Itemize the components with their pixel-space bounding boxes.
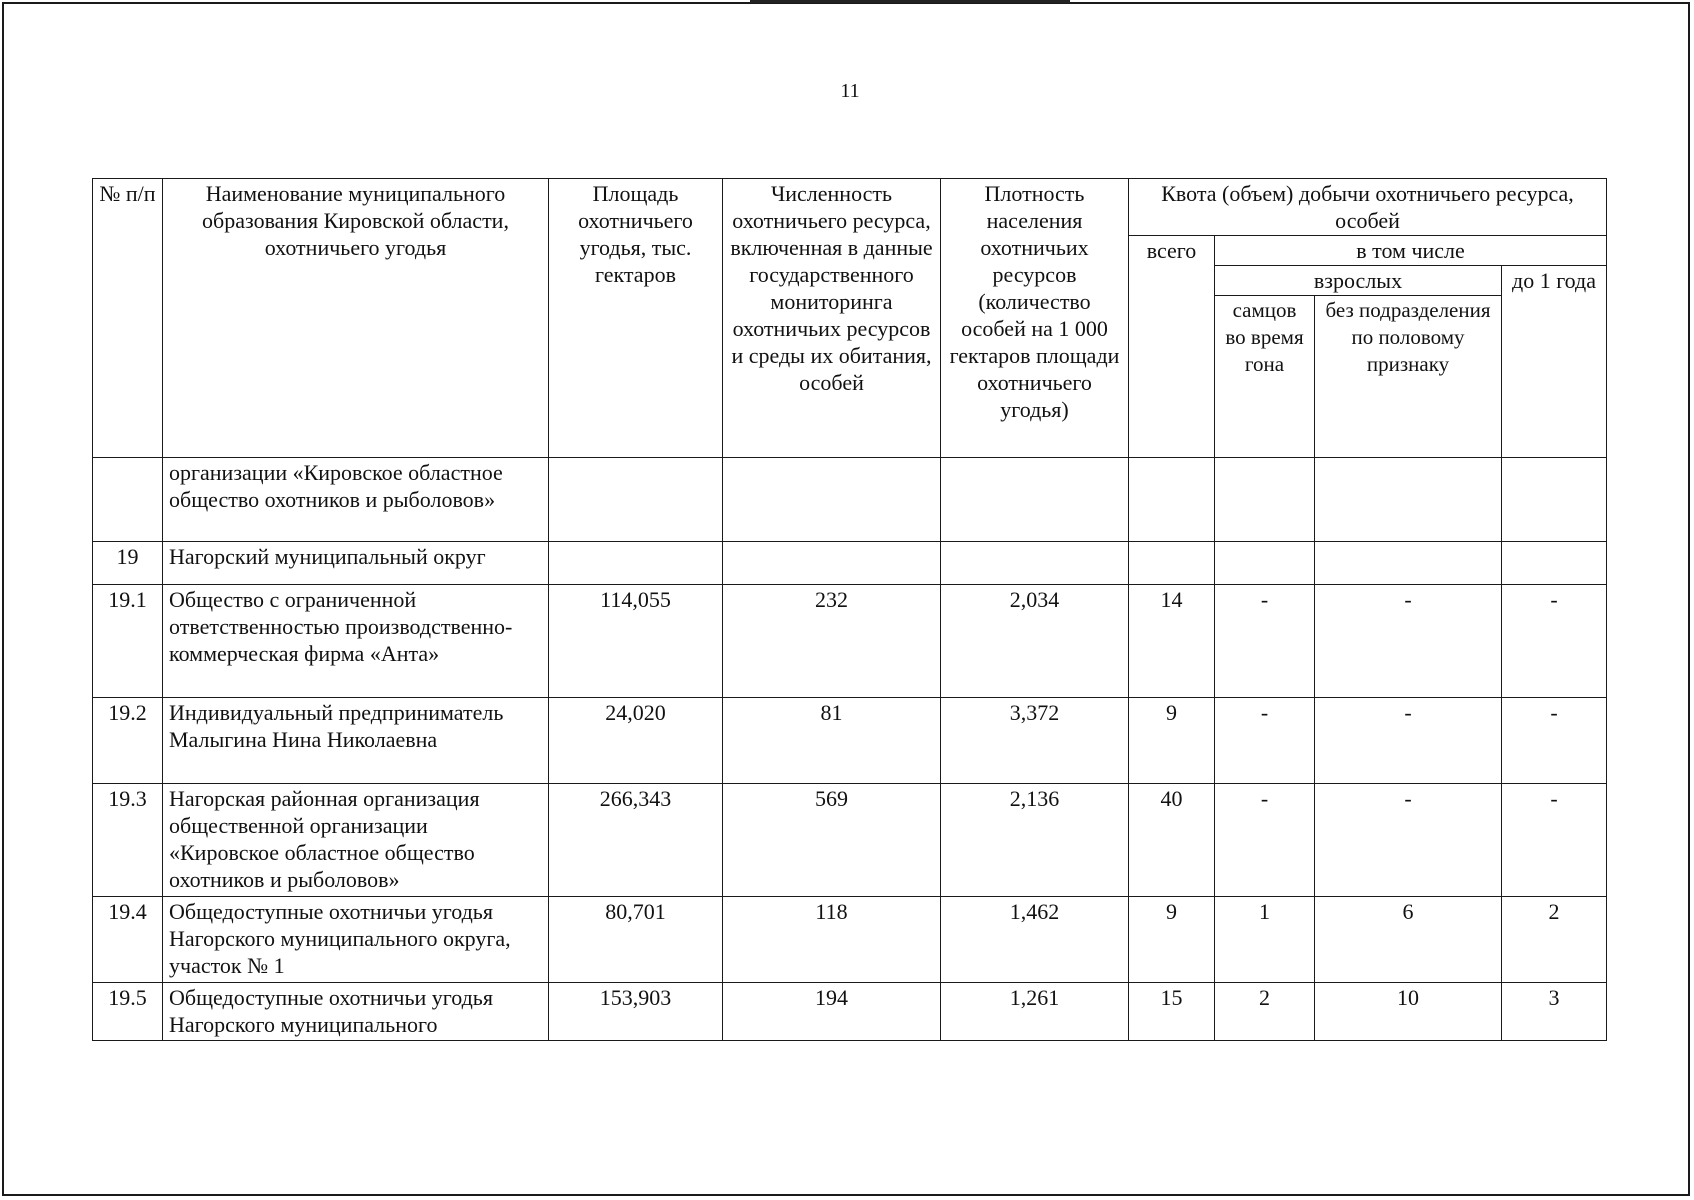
- cell-num: 19.5: [93, 983, 163, 1041]
- cell-total: [1129, 458, 1215, 542]
- cell-density: 1,462: [941, 897, 1129, 983]
- top-rule: [750, 0, 1070, 3]
- header-males-rut: самцов во время гона: [1215, 296, 1315, 458]
- cell-young: [1502, 458, 1607, 542]
- cell-name: Индивидуальный предприниматель Малыгина Нина Николаевна: [163, 698, 549, 784]
- header-population: Численность охотничьего ресурса, включенная в данные государственного мониторинга охотничьих ресурсов и среды их обитания, особей: [723, 179, 941, 458]
- cell-population: 569: [723, 784, 941, 897]
- cell-nosplit: -: [1315, 585, 1502, 698]
- header-no-sex-split: без подразделения по половому признаку: [1315, 296, 1502, 458]
- cell-total: 14: [1129, 585, 1215, 698]
- cell-nosplit: 6: [1315, 897, 1502, 983]
- cell-young: -: [1502, 585, 1607, 698]
- cell-num: 19.1: [93, 585, 163, 698]
- cell-area: [549, 542, 723, 585]
- cell-young: 3: [1502, 983, 1607, 1041]
- header-area: Площадь охотничьего угодья, тыс. гектаров: [549, 179, 723, 458]
- cell-area: 266,343: [549, 784, 723, 897]
- cell-num: [93, 458, 163, 542]
- header-including: в том числе: [1215, 236, 1607, 266]
- header-under-one: до 1 года: [1502, 266, 1607, 458]
- quota-table: [92, 178, 1607, 1041]
- header-num: № п/п: [93, 179, 163, 458]
- cell-nosplit: 10: [1315, 983, 1502, 1041]
- cell-nosplit: [1315, 458, 1502, 542]
- cell-num: 19.4: [93, 897, 163, 983]
- cell-num: 19.2: [93, 698, 163, 784]
- cell-nosplit: -: [1315, 784, 1502, 897]
- cell-name: Общество с ограниченной ответственностью производственно-коммерческая фирма «Анта»: [163, 585, 549, 698]
- header-row-1: [93, 179, 1607, 236]
- header-total: всего: [1129, 236, 1215, 458]
- table-row: [93, 983, 1607, 1041]
- cell-young: -: [1502, 698, 1607, 784]
- cell-name: организации «Кировское областное общество охотников и рыболовов»: [163, 458, 549, 542]
- cell-population: 118: [723, 897, 941, 983]
- header-name: Наименование муниципального образования Кировской области, охотничьего угодья: [163, 179, 549, 458]
- cell-density: [941, 458, 1129, 542]
- table-row: [93, 585, 1607, 698]
- cell-nosplit: -: [1315, 698, 1502, 784]
- cell-area: 114,055: [549, 585, 723, 698]
- cell-males: -: [1215, 698, 1315, 784]
- cell-density: 1,261: [941, 983, 1129, 1041]
- cell-population: 194: [723, 983, 941, 1041]
- cell-nosplit: [1315, 542, 1502, 585]
- cell-num: 19: [93, 542, 163, 585]
- cell-total: 15: [1129, 983, 1215, 1041]
- cell-name: Общедоступные охотничьи угодья Нагорского муниципального округа, участок № 1: [163, 897, 549, 983]
- cell-total: [1129, 542, 1215, 585]
- cell-population: [723, 542, 941, 585]
- cell-males: [1215, 458, 1315, 542]
- cell-area: 80,701: [549, 897, 723, 983]
- header-adults: взрослых: [1215, 266, 1502, 296]
- table-row: [93, 698, 1607, 784]
- cell-males: 2: [1215, 983, 1315, 1041]
- cell-num: 19.3: [93, 784, 163, 897]
- page-number: 11: [840, 80, 860, 102]
- cell-population: 232: [723, 585, 941, 698]
- cell-name: Нагорская районная организация общественной организации «Кировское областное общество охотников и рыболовов»: [163, 784, 549, 897]
- cell-name: Нагорский муниципальный округ: [163, 542, 549, 585]
- cell-density: 2,136: [941, 784, 1129, 897]
- table-row: [93, 784, 1607, 897]
- cell-density: 2,034: [941, 585, 1129, 698]
- cell-young: [1502, 542, 1607, 585]
- cell-total: 40: [1129, 784, 1215, 897]
- table-row: [93, 542, 1607, 585]
- header-density: Плотность населения охотничьих ресурсов (количество особей на 1 000 гектаров площади охотничьего угодья): [941, 179, 1129, 458]
- cell-males: 1: [1215, 897, 1315, 983]
- cell-males: [1215, 542, 1315, 585]
- cell-name: Общедоступные охотничьи угодья Нагорского муниципального: [163, 983, 549, 1041]
- cell-population: 81: [723, 698, 941, 784]
- cell-area: 24,020: [549, 698, 723, 784]
- cell-area: [549, 458, 723, 542]
- cell-young: -: [1502, 784, 1607, 897]
- cell-total: 9: [1129, 698, 1215, 784]
- cell-area: 153,903: [549, 983, 723, 1041]
- cell-males: -: [1215, 784, 1315, 897]
- cell-population: [723, 458, 941, 542]
- cell-density: [941, 542, 1129, 585]
- cell-total: 9: [1129, 897, 1215, 983]
- table-row: [93, 458, 1607, 542]
- cell-males: -: [1215, 585, 1315, 698]
- cell-young: 2: [1502, 897, 1607, 983]
- header-quota: Квота (объем) добычи охотничьего ресурса, особей: [1129, 179, 1607, 236]
- table-row: [93, 897, 1607, 983]
- cell-density: 3,372: [941, 698, 1129, 784]
